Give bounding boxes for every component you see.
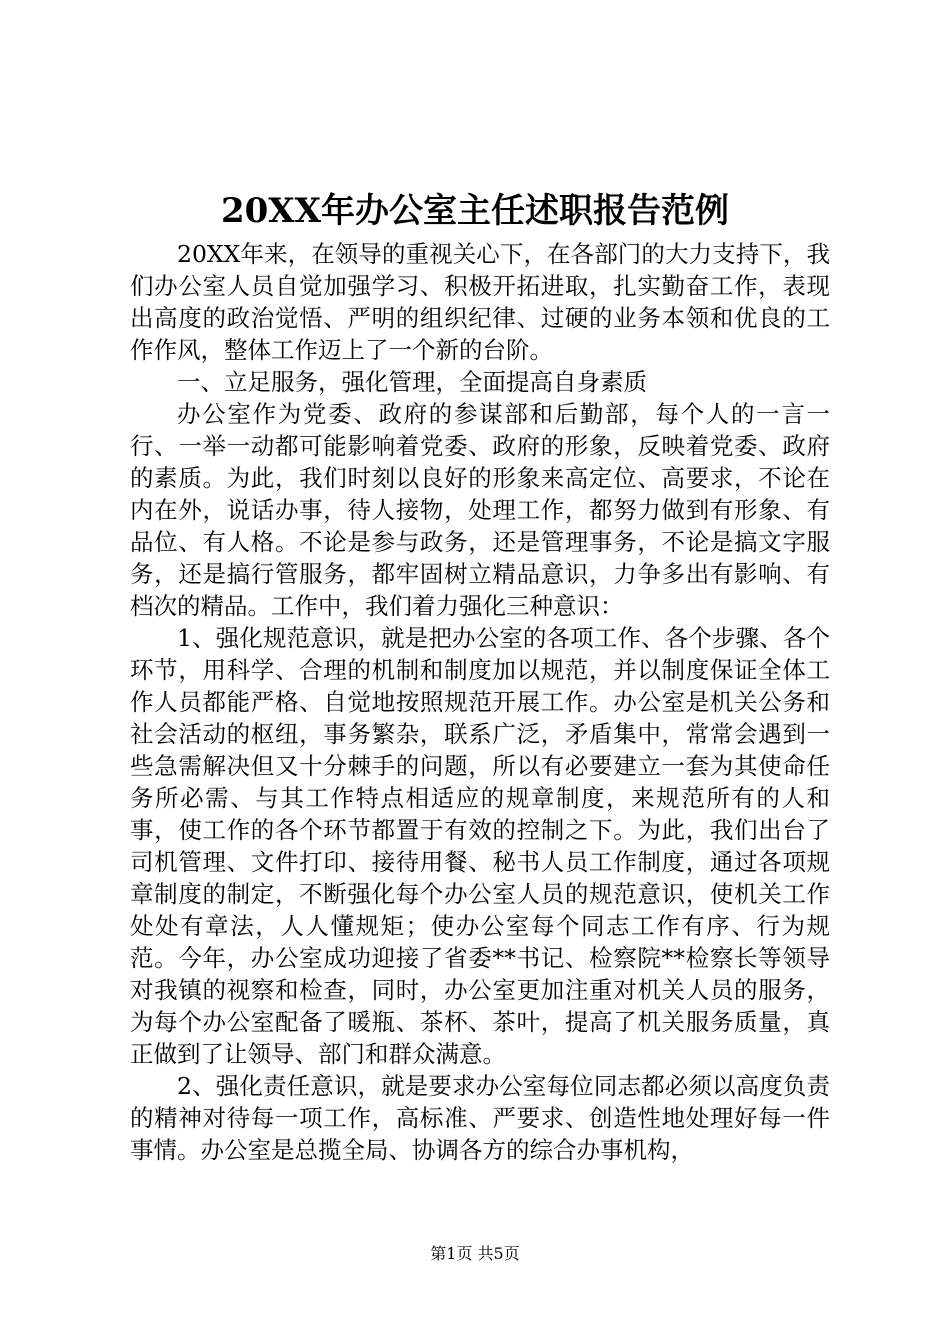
paragraph-item-2: 2、强化责任意识，就是要求办公室每位同志都必须以高度负责的精神对待每一项工作，高标准、严要求、创造性地处理好每一件事情。办公室是总揽全局、协调各方的综合办事机构， — [130, 1072, 830, 1164]
document-body — [130, 238, 830, 1166]
paragraph-section-1: 办公室作为党委、政府的参谋部和后勤部，每个人的一言一行、一举一动都可能影响着党委、政府的形象，反映着党委、政府的素质。为此，我们时刻以良好的形象来高定位、高要求，不论在内在外，说话办事，待人接物，处理工作，都努力做到有形象、有品位、有人格。不论是参与政务，还是管理事务，不论是搞文字服务，还是搞行管服务，都牢固树立精品意识，力争多出有影响、有档次的精品。工作中，我们着力强化三种意识： — [130, 400, 830, 620]
paragraph-item-1: 1、强化规范意识，就是把办公室的各项工作、各个步骤、各个环节，用科学、合理的机制和制度加以规范，并以制度保证全体工作人员都能严格、自觉地按照规范开展工作。办公室是机关公务和社会活动的枢纽，事务繁杂，联系广泛，矛盾集中，常常会遇到一些急需解决但又十分棘手的问题，所以有必要建立一套为其使命任务所必需、与其工作特点相适应的规章制度，来规范所有的人和事，使工作的各个环节都置于有效的控制之下。为此，我们出台了司机管理、文件打印、接待用餐、秘书人员工作制度，通过各项规章制度的制定，不断强化每个办公室人员的规范意识，使机关工作处处有章法，人人懂规矩；使办公室每个同志工作有序、行为规范。今年，办公室成功迎接了省委**书记、检察院**检察长等领导对我镇的视察和检查，同时，办公室更加注重对机关人员的服务，为每个办公室配备了暖瓶、茶杯、茶叶，提高了机关服务质量，真正做到了让领导、部门和群众满意。 — [130, 624, 830, 1068]
page-footer: 第1页 共5页 — [430, 1244, 520, 1263]
section-heading-1: 一、立足服务，强化管理，全面提高自身素质 — [177, 368, 647, 396]
document-title: 20XX年办公室主任述职报告范例 — [220, 191, 730, 231]
paragraph-intro: 20XX年来，在领导的重视关心下，在各部门的大力支持下，我们办公室人员自觉加强学习、积极开拓进取，扎实勤奋工作，表现出高度的政治觉悟、严明的组织纪律、过硬的业务本领和优良的工作作风，整体工作迈上了一个新的台阶。 — [130, 240, 830, 364]
